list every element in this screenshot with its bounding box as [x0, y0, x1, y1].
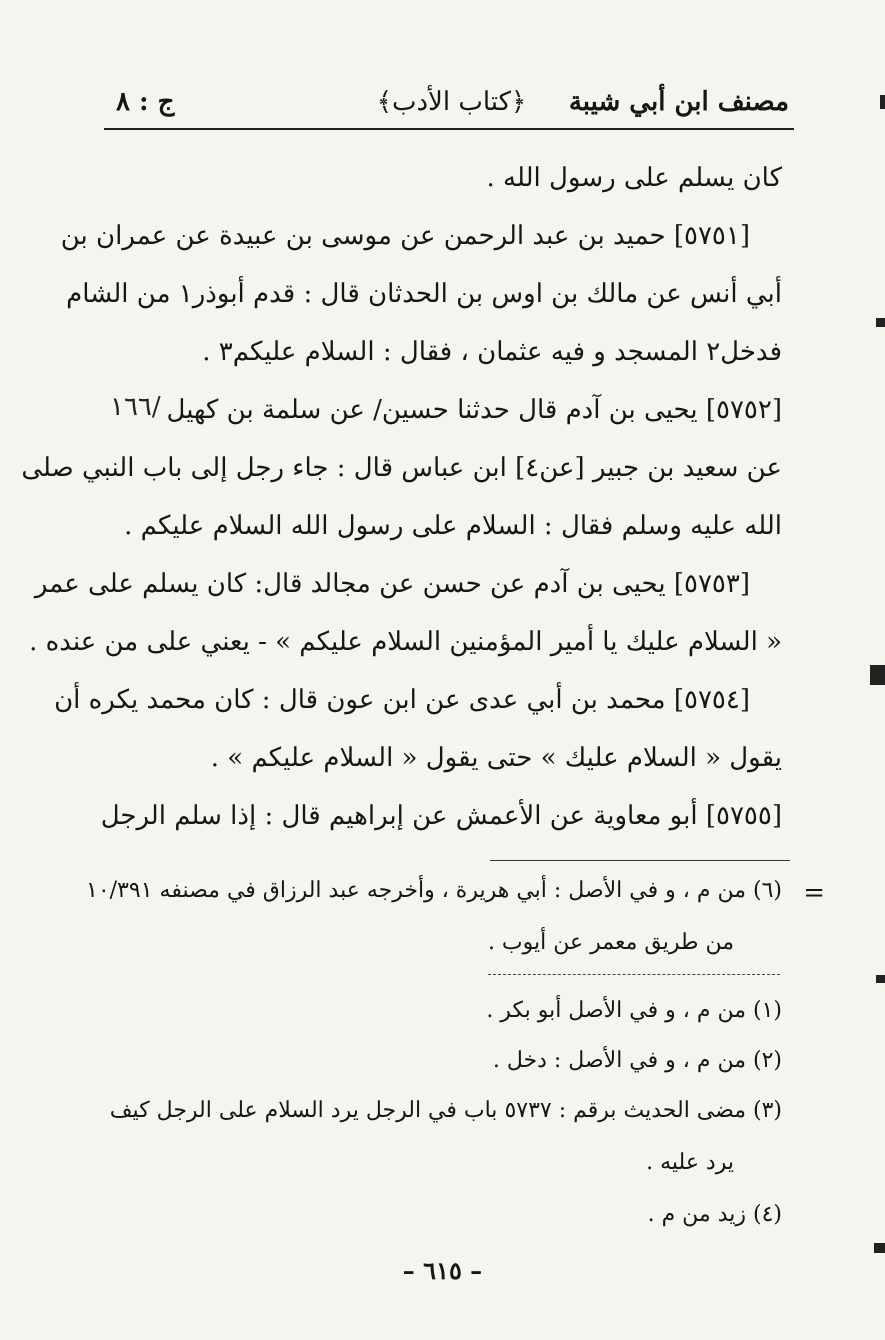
continued-footnote-line-1: (٦) من م ، و في الأصل : أبي هريرة ، وأخرجه عبد الرزاق في مصنفه ١٠/٣٩١	[86, 878, 782, 903]
page-number: – ٦١٥ –	[402, 1256, 483, 1285]
scan-edge-mark	[880, 95, 885, 109]
text-line-8: [٥٧٥٣] يحيى بن آدم عن حسن عن مجالد قال: كان يسلم على عمر	[34, 569, 750, 599]
text-line-5: [٥٧٥٢] يحيى بن آدم قال حدثنا حسين/ عن سلمة بن كهيل	[166, 395, 782, 425]
chapter-title: ﴿كتاب الأدب﴾	[376, 87, 527, 117]
continuation-marker: =	[803, 878, 825, 908]
footnote-wavy-rule	[488, 974, 780, 975]
book-title: مصنف ابن أبي شيبة	[568, 87, 789, 117]
running-header	[110, 80, 793, 124]
scan-edge-mark	[870, 665, 885, 685]
footnote-3-continued: يرد عليه .	[646, 1150, 734, 1175]
text-line-3: أبي أنس عن مالك بن اوس بن الحدثان قال : قدم أبوذر١ من الشام	[66, 279, 782, 309]
scan-edge-mark	[876, 318, 885, 327]
footnote-4: (٤) زيد من م .	[647, 1202, 782, 1227]
scan-edge-mark	[874, 1243, 885, 1253]
text-line-11: يقول « السلام عليك » حتى يقول « السلام عليكم » .	[210, 743, 782, 773]
footnote-3: (٣) مضى الحديث برقم : ٥٧٣٧ باب في الرجل يرد السلام على الرجل كيف	[109, 1098, 782, 1123]
text-line-7: الله عليه وسلم فقال : السلام على رسول الله السلام عليكم .	[124, 511, 782, 541]
continued-footnote-line-2: من طريق معمر عن أيوب .	[487, 930, 734, 955]
text-line-12: [٥٧٥٥] أبو معاوية عن الأعمش عن إبراهيم قال : إذا سلم الرجل	[100, 801, 782, 831]
scan-edge-mark	[876, 975, 885, 983]
text-line-4: فدخل٢ المسجد و فيه عثمان ، فقال : السلام عليكم٣ .	[202, 337, 782, 367]
text-line-6: عن سعيد بن جبير [عن٤] ابن عباس قال : جاء رجل إلى باب النبي صلى	[21, 453, 782, 483]
header-rule	[104, 128, 794, 130]
footnote-2: (٢) من م ، و في الأصل : دخل .	[492, 1048, 782, 1073]
text-line-1: كان يسلم على رسول الله .	[486, 163, 782, 193]
margin-folio-note: ١٦٦/	[110, 392, 161, 422]
volume-number: ج : ٨	[116, 87, 175, 117]
text-line-10: [٥٧٥٤] محمد بن أبي عدى عن ابن عون قال : كان محمد يكره أن	[54, 685, 750, 715]
footnote-rule	[490, 860, 790, 861]
text-line-9: « السلام عليك يا أمير المؤمنين السلام عليكم » - يعني على من عنده .	[29, 627, 782, 657]
text-line-2: [٥٧٥١] حميد بن عبد الرحمن عن موسى بن عبيدة عن عمران بن	[60, 221, 750, 251]
footnote-1: (١) من م ، و في الأصل أبو بكر .	[486, 998, 782, 1023]
